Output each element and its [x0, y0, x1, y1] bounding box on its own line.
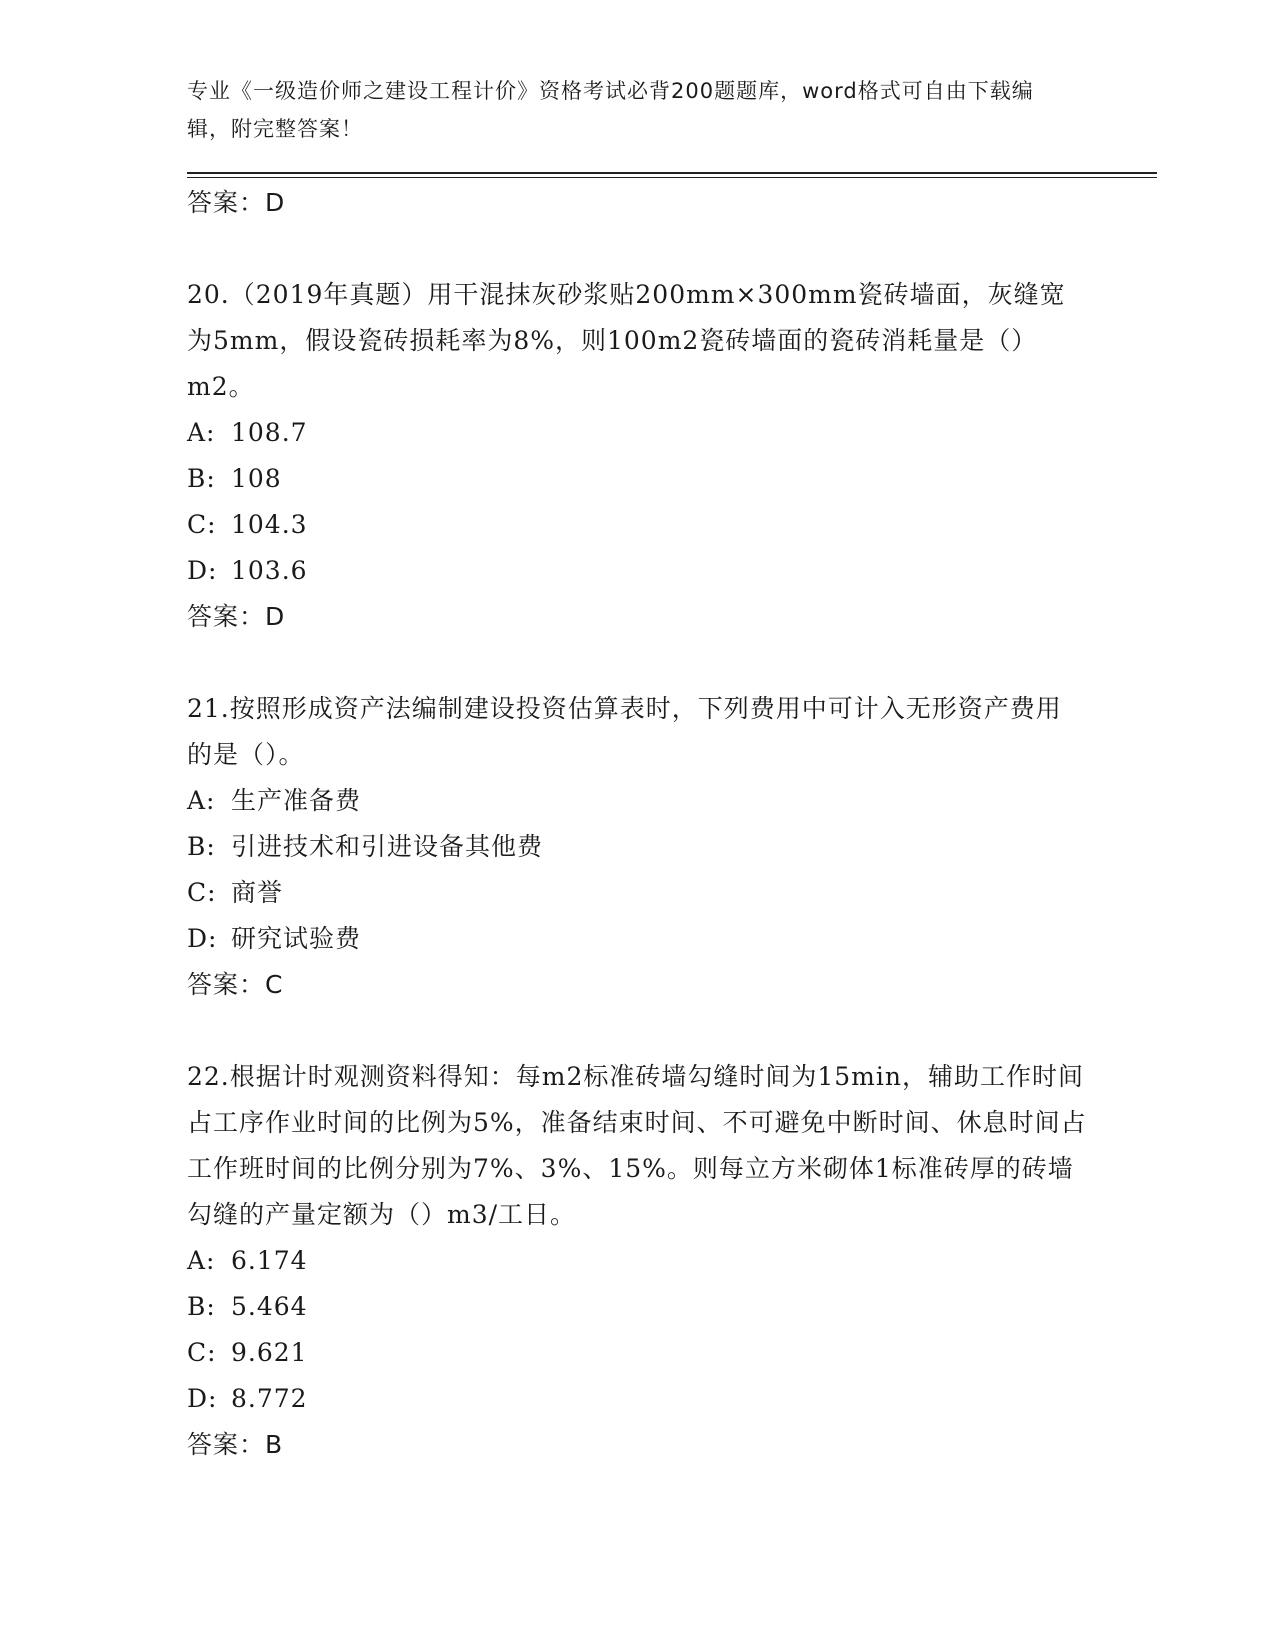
- option-d: [187, 1376, 1157, 1422]
- option-a: [187, 778, 1157, 824]
- question-20: [187, 272, 1157, 640]
- option-letter: D:: [187, 924, 218, 953]
- option-text: 9.621: [231, 1338, 308, 1367]
- answer: 答案：C: [187, 970, 284, 999]
- option-text: 引进技术和引进设备其他费: [231, 832, 544, 861]
- option-letter: A:: [187, 786, 216, 815]
- option-d: [187, 916, 1157, 962]
- option-letter: B:: [187, 832, 216, 861]
- option-a: [187, 1238, 1157, 1284]
- option-text: 108: [231, 464, 282, 493]
- document-page: [187, 72, 1157, 1468]
- option-text: 6.174: [231, 1246, 308, 1275]
- question-stem: 22.根据计时观测资料得知：每m2标准砖墙勾缝时间为15min，辅助工作时间占工序作业时间的比例为5%，准备结束时间、不可避免中断时间、休息时间占工作班时间的比例分别为7%、3%、15%。则每立方米砌体1标准砖厚的砖墙勾缝的产量定额为（）m3/工日。: [187, 1062, 1087, 1229]
- answer: 答案：D: [187, 602, 286, 631]
- question-stem: 20.（2019年真题）用干混抹灰砂浆贴200mm×300mm瓷砖墙面，灰缝宽为5mm，假设瓷砖损耗率为8%，则100m2瓷砖墙面的瓷砖消耗量是（）m2。: [187, 280, 1066, 401]
- document-header: 专业《一级造价师之建设工程计价》资格考试必背200题题库，word格式可自由下载编辑，附完整答案！: [187, 79, 1034, 141]
- option-text: 103.6: [231, 556, 308, 585]
- option-text: 104.3: [231, 510, 308, 539]
- option-c: [187, 1330, 1157, 1376]
- option-text: 研究试验费: [231, 924, 362, 953]
- option-letter: D:: [187, 1384, 218, 1413]
- option-letter: C:: [187, 510, 217, 539]
- option-b: [187, 456, 1157, 502]
- option-c: [187, 870, 1157, 916]
- option-letter: C:: [187, 1338, 217, 1367]
- header-divider: [187, 172, 1157, 174]
- question-22: [187, 1054, 1157, 1468]
- option-text: 108.7: [231, 418, 308, 447]
- option-letter: A:: [187, 1246, 216, 1275]
- option-letter: C:: [187, 878, 217, 907]
- option-b: [187, 824, 1157, 870]
- option-a: [187, 410, 1157, 456]
- option-b: [187, 1284, 1157, 1330]
- question-21: [187, 686, 1157, 1008]
- option-d: [187, 548, 1157, 594]
- option-text: 8.772: [231, 1384, 308, 1413]
- option-text: 生产准备费: [231, 786, 362, 815]
- option-text: 商誉: [231, 878, 284, 907]
- option-letter: B:: [187, 464, 216, 493]
- previous-answer: 答案：D: [187, 188, 286, 217]
- option-letter: B:: [187, 1292, 216, 1321]
- option-text: 5.464: [231, 1292, 308, 1321]
- option-c: [187, 502, 1157, 548]
- option-letter: A:: [187, 418, 216, 447]
- answer: 答案：B: [187, 1430, 284, 1459]
- option-letter: D:: [187, 556, 218, 585]
- question-stem: 21.按照形成资产法编制建设投资估算表时，下列费用中可计入无形资产费用的是（）。: [187, 694, 1062, 769]
